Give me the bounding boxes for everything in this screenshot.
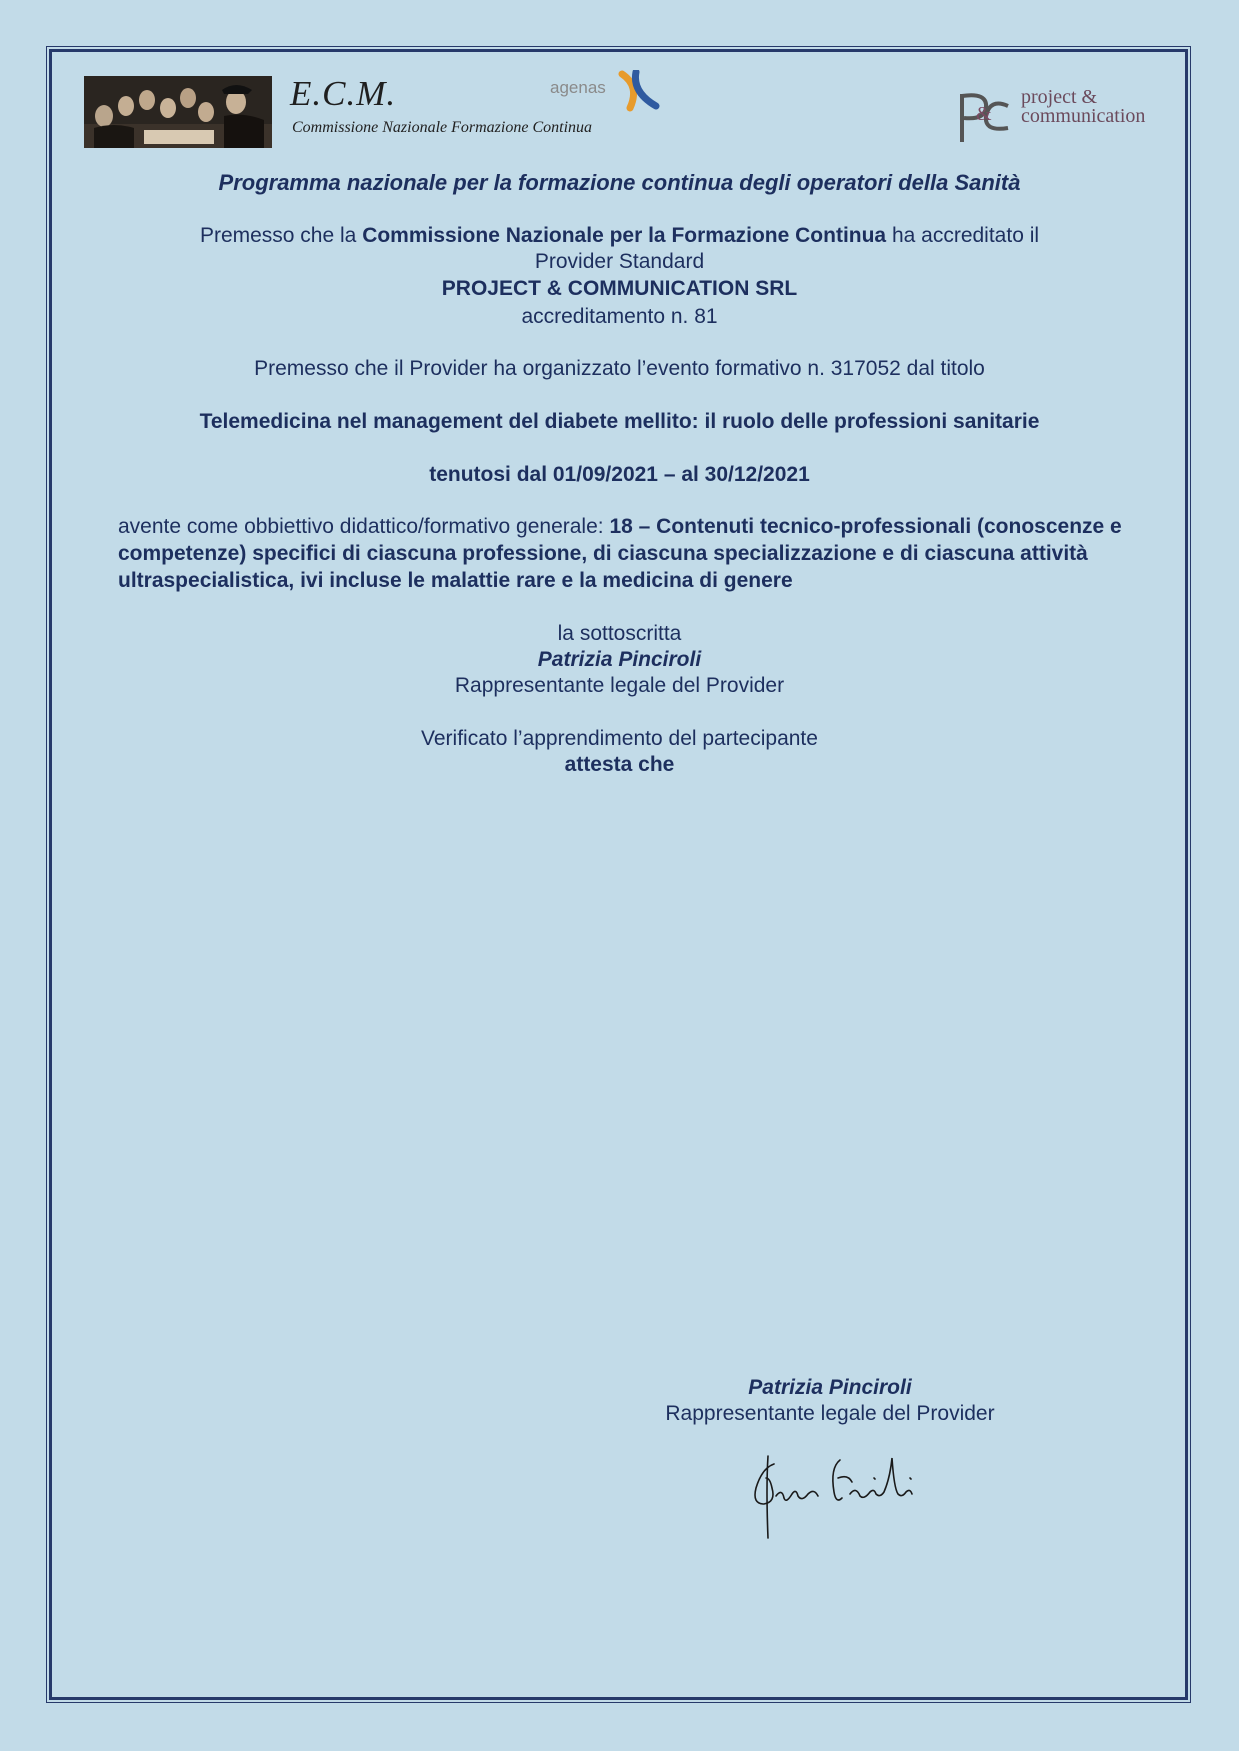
premise-suffix: ha accreditato il — [886, 224, 1040, 247]
signature-role: Rappresentante legale del Provider — [665, 1402, 995, 1425]
project-communication-monogram — [956, 86, 1012, 144]
ecm-painting-logo — [84, 76, 272, 148]
accreditation-number: accreditamento n. 81 — [521, 305, 718, 328]
pc-wordmark-line1: project & — [1021, 86, 1098, 108]
training-objective — [118, 513, 1138, 594]
program-title: Programma nazionale per la formazione continua degli operatori della Sanità — [218, 170, 1021, 195]
premise-prefix: Premesso che la — [199, 224, 363, 247]
objective-text: 18 – Contenuti tecnico-professionali (conoscenze e competenze) specifici di ciascuna professione, di ciascuna specializzazione e di ciascuna attività ultraspecialistica, ivi incluse le malattie rare e la medicina di genere — [118, 515, 1122, 592]
agenas-logo-mark — [618, 70, 662, 112]
event-premise: Premesso che il Provider ha organizzato l’evento formativo n. 317052 dal titolo — [254, 357, 985, 380]
project-communication-wordmark — [1021, 88, 1145, 126]
signer-role: Rappresentante legale del Provider — [454, 674, 785, 697]
premise-line — [0, 224, 1239, 248]
provider-type: Provider Standard — [534, 250, 705, 273]
ecm-title: E.C.M. — [290, 74, 397, 113]
attests-statement: attesta che — [564, 753, 675, 776]
ecm-subtitle: Commissione Nazionale Formazione Continua — [292, 119, 593, 136]
provider-name: PROJECT & COMMUNICATION SRL — [441, 277, 798, 300]
event-dates: tenutosi dal 01/09/2021 – al 30/12/2021 — [429, 463, 810, 486]
agenas-logo-text: agenas — [550, 78, 606, 97]
signature-name: Patrizia Pinciroli — [748, 1376, 912, 1399]
commission-name: Commissione Nazionale per la Formazione Continua — [362, 224, 887, 247]
svg-text:&: & — [976, 103, 992, 125]
event-title: Telemedicina nel management del diabete mellito: il ruolo delle professioni sanitarie — [199, 410, 1040, 433]
pc-wordmark-line2: communication — [1021, 105, 1146, 127]
handwritten-signature — [744, 1448, 934, 1544]
verification-statement: Verificato l’apprendimento del partecipante — [421, 727, 818, 750]
objective-prefix: avente come obbiettivo didattico/formativo generale: — [118, 515, 610, 538]
signer-name: Patrizia Pinciroli — [537, 648, 702, 671]
undersigned-label: la sottoscritta — [557, 622, 682, 645]
